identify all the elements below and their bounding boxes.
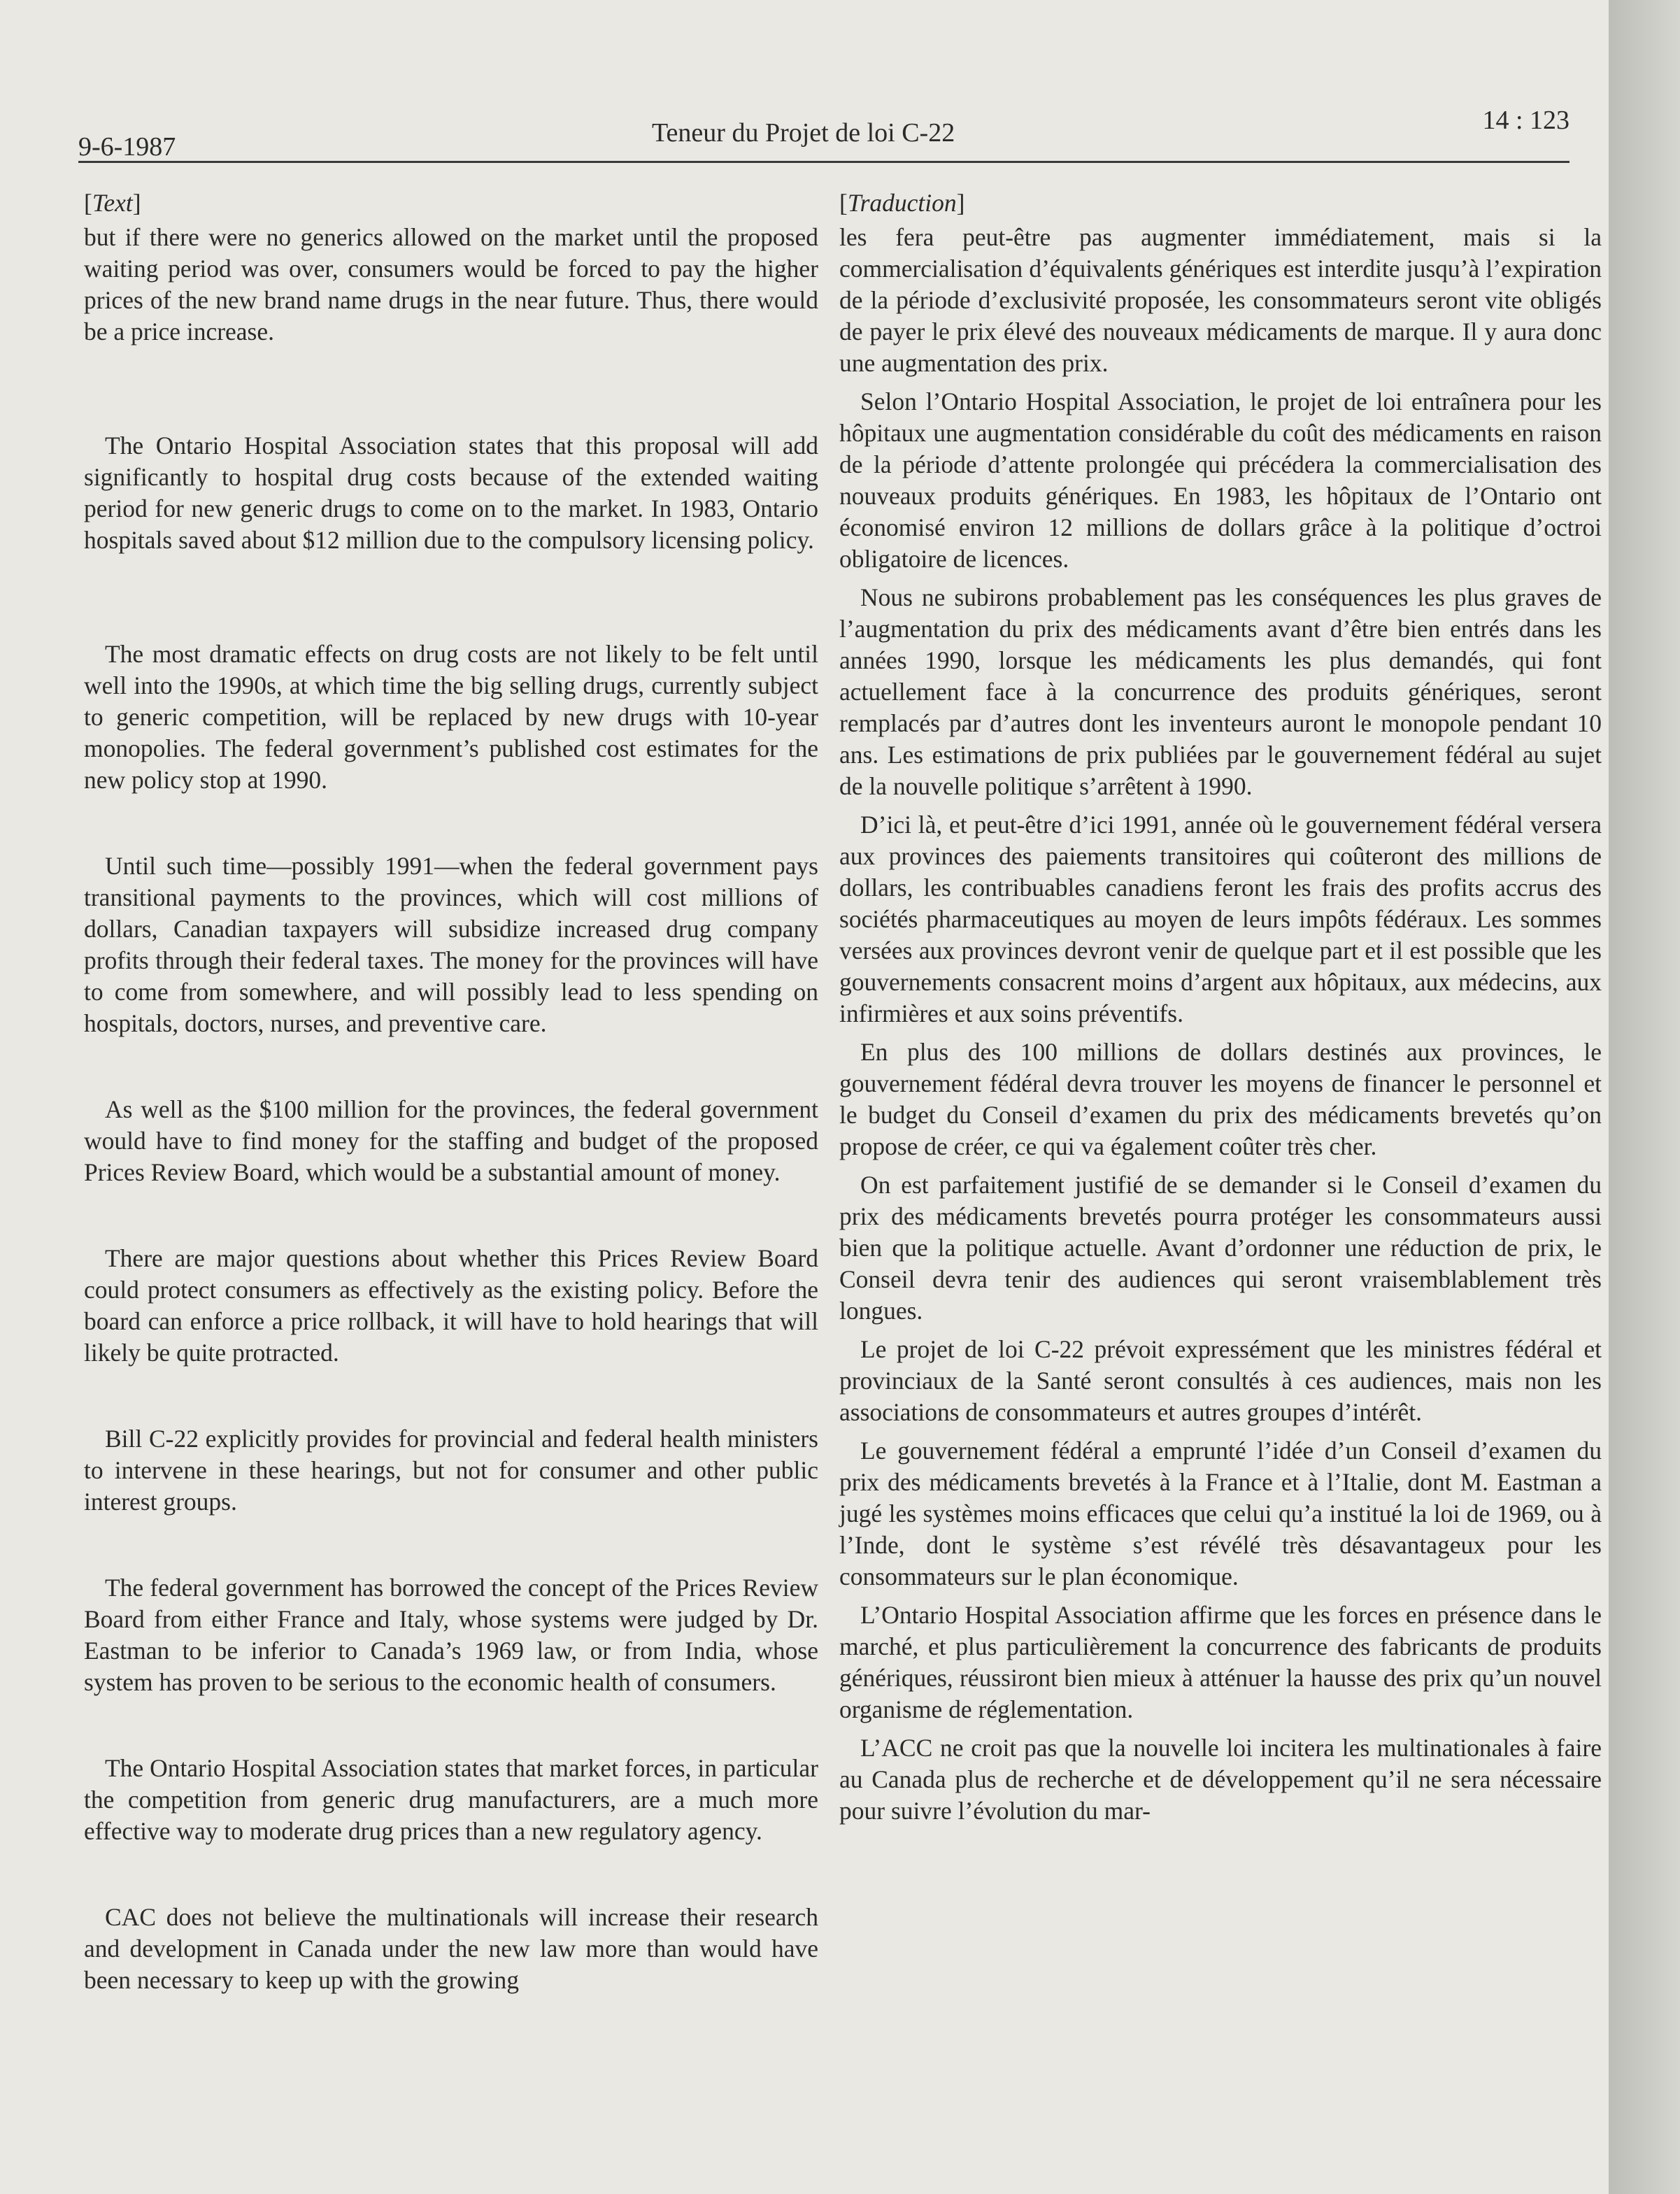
- english-paragraph: The Ontario Hospital Association states that market forces, in particular the competition from generic drug manufacturers, are a much more effective way to moderate drug prices than a new regulatory agency.: [84, 1754, 818, 1845]
- french-paragraph: En plus des 100 millions de dollars destinés aux provinces, le gouvernement fédéral devra trouver les moyens de financer le personnel et le budget du Conseil d’examen du prix des médicaments brevetés qu’on propose de créer, ce qui va également coûter très cher.: [839, 1038, 1602, 1160]
- french-column-label: [Traduction]: [839, 189, 965, 217]
- french-column: [839, 187, 1602, 1834]
- english-paragraph: The most dramatic effects on drug costs are not likely to be felt until well into the 1990s, at which time the big selling drugs, currently subject to generic competition, will be replaced by new drugs with 10-year monopolies. The federal government’s published cost estimates for the new policy stop at 1990.: [84, 640, 818, 794]
- french-paragraph: On est parfaitement justifié de se demander si le Conseil d’examen du prix des médicaments brevetés pourra protéger les consommateurs aussi bien que la politique actuelle. Avant d’ordonner une réduction de prix, le Conseil devra tenir des audiences qui seront vraisemblablement très longues.: [839, 1171, 1602, 1325]
- french-paragraph: Nous ne subirons probablement pas les conséquences les plus graves de l’augmentation du prix des médicaments avant d’être bien entrés dans les années 1990, lorsque les médicaments les plus demandés, qui font actuellement face à la concurrence des produits génériques, seront remplacés par d’autres dont les inventeurs auront le monopole pendant 10 ans. Les estimations de prix publiées par le gouvernement fédéral au sujet de la nouvelle politique s’arrêtent à 1990.: [839, 583, 1602, 800]
- header-page-number: 14 : 123: [1482, 106, 1569, 135]
- english-paragraph: The federal government has borrowed the concept of the Prices Review Board from either France and Italy, whose systems were judged by Dr. Eastman to be inferior to Canada’s 1969 law, or from India, whose system has proven to be serious to the economic health of consumers.: [84, 1574, 818, 1696]
- english-paragraph: The Ontario Hospital Association states that this proposal will add significantly to hospital drug costs because of the extended waiting period for new generic drugs to come on to the market. In 1983, Ontario hospitals saved about $12 million due to the compulsory licensing policy.: [84, 432, 818, 554]
- english-paragraph: There are major questions about whether this Prices Review Board could protect consumers as effectively as the existing policy. Before the board can enforce a price rollback, it will have to hold hearings that will likely be quite protracted.: [84, 1244, 818, 1367]
- french-paragraph: D’ici là, et peut-être d’ici 1991, année où le gouvernement fédéral versera aux provinces des paiements transitoires qui coûteront des millions de dollars, les contribuables canadiens feront les frais des profits accrus des sociétés pharmaceutiques au moyen de leurs impôts fédéraux. Les sommes versées aux provinces devront venir de quelque part et il est possible que les gouvernements consacrent moins d’argent aux hôpitaux, aux médecins, aux infirmières et aux soins préventifs.: [839, 811, 1602, 1027]
- header-rule: [78, 161, 1569, 163]
- header-date: 9-6-1987: [78, 132, 176, 162]
- french-paragraph: L’Ontario Hospital Association affirme que les forces en présence dans le marché, et plus particulièrement la concurrence des fabricants de produits génériques, réussiront bien mieux à atténuer la hausse des prix qu’un nouvel organisme de réglementation.: [839, 1601, 1602, 1723]
- english-column: [84, 187, 818, 2051]
- french-paragraph: les fera peut-être pas augmenter immédiatement, mais si la commercialisation d’équivalents génériques est interdite jusqu’à l’expiration de la période d’exclusivité proposée, les consommateurs seront vite obligés de payer le prix élevé des nouveaux médicaments de marque. Il y aura donc une augmentation des prix.: [839, 223, 1602, 377]
- page-edge: [1609, 0, 1680, 2194]
- french-paragraph: L’ACC ne croit pas que la nouvelle loi incitera les multinationales à faire au Canada plus de recherche et de développement qu’il ne sera nécessaire pour suivre l’évolution du mar-: [839, 1734, 1602, 1825]
- french-paragraph: Le projet de loi C-22 prévoit expressément que les ministres fédéral et provinciaux de la Santé seront consultés à ces audiences, mais non les associations de consommateurs et autres groupes d’intérêt.: [839, 1335, 1602, 1426]
- english-paragraph: but if there were no generics allowed on the market until the proposed waiting period was over, consumers would be forced to pay the higher prices of the new brand name drugs in the near future. Thus, there would be a price increase.: [84, 223, 818, 346]
- french-paragraph: Selon l’Ontario Hospital Association, le projet de loi entraînera pour les hôpitaux une augmentation considérable du coût des médicaments en raison de la période d’attente prolongée qui précédera la commercialisation des nouveaux produits génériques. En 1983, les hôpitaux de l’Ontario ont économisé environ 12 millions de dollars grâce à la politique d’octroi obligatoire de licences.: [839, 387, 1602, 573]
- english-paragraph: As well as the $100 million for the provinces, the federal government would have to find money for the staffing and budget of the proposed Prices Review Board, which would be a substantial amount of money.: [84, 1095, 818, 1186]
- header-title: Teneur du Projet de loi C-22: [652, 118, 955, 148]
- english-column-label: [Text]: [84, 189, 141, 217]
- english-paragraph: CAC does not believe the multinationals will increase their research and development in Canada under the new law more than would have been necessary to keep up with the growing: [84, 1903, 818, 1994]
- page-header: [78, 105, 1569, 161]
- french-paragraph: Le gouvernement fédéral a emprunté l’idée d’un Conseil d’examen du prix des médicaments brevetés à la France et à l’Italie, dont M. Eastman a jugé les systèmes moins efficaces que celui qu’a institué la loi de 1969, ou à l’Inde, dont le système s’est révélé très désavantageux pour les consommateurs sur le plan économique.: [839, 1437, 1602, 1590]
- english-paragraph: Bill C-22 explicitly provides for provincial and federal health ministers to intervene in these hearings, but not for consumer and other public interest groups.: [84, 1425, 818, 1516]
- english-paragraph: Until such time—possibly 1991—when the federal government pays transitional payments to the provinces, which will cost millions of dollars, Canadian taxpayers will subsidize increased drug company profits through their federal taxes. The money for the provinces will have to come from somewhere, and will possibly lead to less spending on hospitals, doctors, nurses, and preventive care.: [84, 852, 818, 1037]
